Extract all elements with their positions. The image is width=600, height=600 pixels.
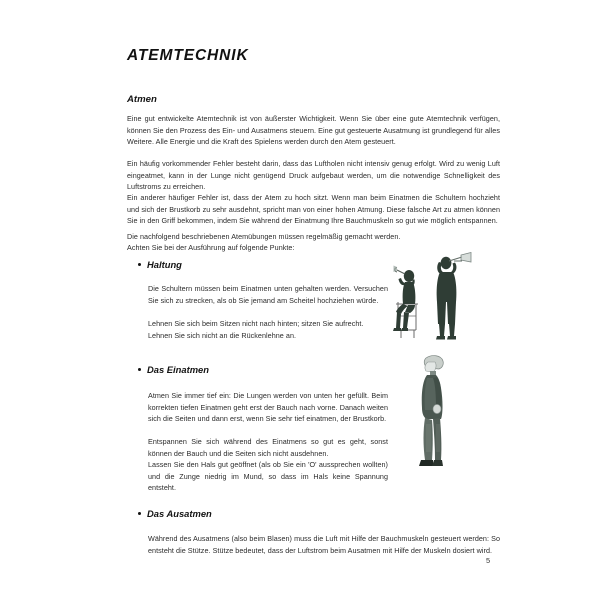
section-heading-atmen: Atmen: [127, 94, 157, 105]
trumpet-bell-standing: [461, 253, 471, 263]
section-heading-haltung-label: Haltung: [147, 259, 182, 270]
section-heading-das-ausatmen: [138, 508, 212, 519]
einatmen-paragraph-2: Entspannen Sie sich während des Einatmens so gut es geht, sonst können der Bauch und die Seiten sich nicht ausdehnen.: [148, 437, 388, 458]
trumpet-bell-seated: [394, 266, 398, 273]
haltung-paragraph-1: Die Schultern müssen beim Einatmen unten gehalten werden. Versuchen Sie sich zu strecken, als ob Sie jemand am Scheitel hochziehen würde.: [148, 284, 388, 305]
intro-paragraph-5: Achten Sie bei der Ausführung auf folgende Punkte:: [127, 243, 295, 252]
section-heading-das-ausatmen-label: Das Ausatmen: [147, 508, 212, 519]
intro-paragraph-1: Eine gut entwickelte Atemtechnik ist von äußerster Wichtigkeit. Wenn Sie über eine gute Atemtechnik verfügen, können Sie den Prozess des Ein- und Ausatmens steuern. Eine gut gesteuerte Ausatmung ist grundlegend für alles Weitere. Alle Energie und die Kraft des Spielens werden durch den Atem gesteuert.: [127, 114, 500, 147]
seated-trumpeter-figure: [393, 270, 415, 331]
einatmen-paragraph-3: Lassen Sie den Hals gut geöffnet (als ob Sie ein 'O' aussprechen wollten) und die Zunge niedrig im Mund, so dass im Hals keine Spannung entsteht.: [148, 460, 388, 493]
page-title: ATEMTECHNIK: [127, 47, 249, 64]
section-heading-haltung: [138, 259, 182, 270]
haltung-paragraph-3: Lehnen Sie sich nicht an die Rückenlehne an.: [148, 331, 297, 340]
einatmen-paragraph-1: Atmen Sie immer tief ein: Die Lungen werden von unten her gefüllt. Beim korrekten tiefen Einatmen geht erst der Bauch nach vorne. Danach weiten sich die Seiten und dann erst, wenn Sie sehr tief einatmen, der Brustkorb.: [148, 391, 388, 424]
illustration-standing-person-profile: [408, 352, 494, 478]
illustration-seated-and-standing-trumpeter: [392, 252, 510, 347]
section-heading-das-einatmen-label: Das Einatmen: [147, 364, 209, 375]
standing-trumpeter-figure: [436, 257, 456, 340]
intro-paragraph-4: Die nachfolgend beschriebenen Atemübungen müssen regelmäßig gemacht werden.: [127, 232, 401, 241]
section-heading-das-einatmen: [138, 364, 209, 375]
trumpet-standing: [449, 257, 462, 261]
bullet-icon: [138, 263, 141, 266]
standing-person-figure: [419, 356, 443, 466]
intro-paragraph-2: Ein häufig vorkommender Fehler besteht darin, dass das Luftholen nicht intensiv genug erfolgt. Wird zu wenig Luft eingeatmet, kann in der Lunge nicht genügend Druck aufgebaut werden, um die notwendige Schnelligkeit des Luftstroms zu erreichen.: [127, 159, 500, 192]
intro-paragraph-3: Ein anderer häufiger Fehler ist, dass der Atem zu hoch sitzt. Wenn man beim Einatmen die Schultern hochzieht und sich der Brustkorb zu sehr ausdehnt, spricht man von einer hohen Atmung. Diese falsche Art zu atmen können Sie in den Griff bekommen, indem Sie während der Einatmung Ihre Bauchmuskeln so gut wie möglich entspannen.: [127, 193, 500, 226]
haltung-paragraph-2: Lehnen Sie sich beim Sitzen nicht nach hinten; sitzen Sie aufrecht.: [148, 319, 364, 328]
page-number: 5: [486, 556, 491, 565]
bullet-icon: [138, 368, 141, 371]
bullet-icon: [138, 512, 141, 515]
ausatmen-paragraph-1: Während des Ausatmens (also beim Blasen) muss die Luft mit Hilfe der Bauchmuskeln gesteuert werden: So entsteht die Stütze. Stütze bedeutet, dass der Luftstrom beim Ausatmen mit Hilfe der Muskeln dosiert wird.: [148, 534, 500, 555]
